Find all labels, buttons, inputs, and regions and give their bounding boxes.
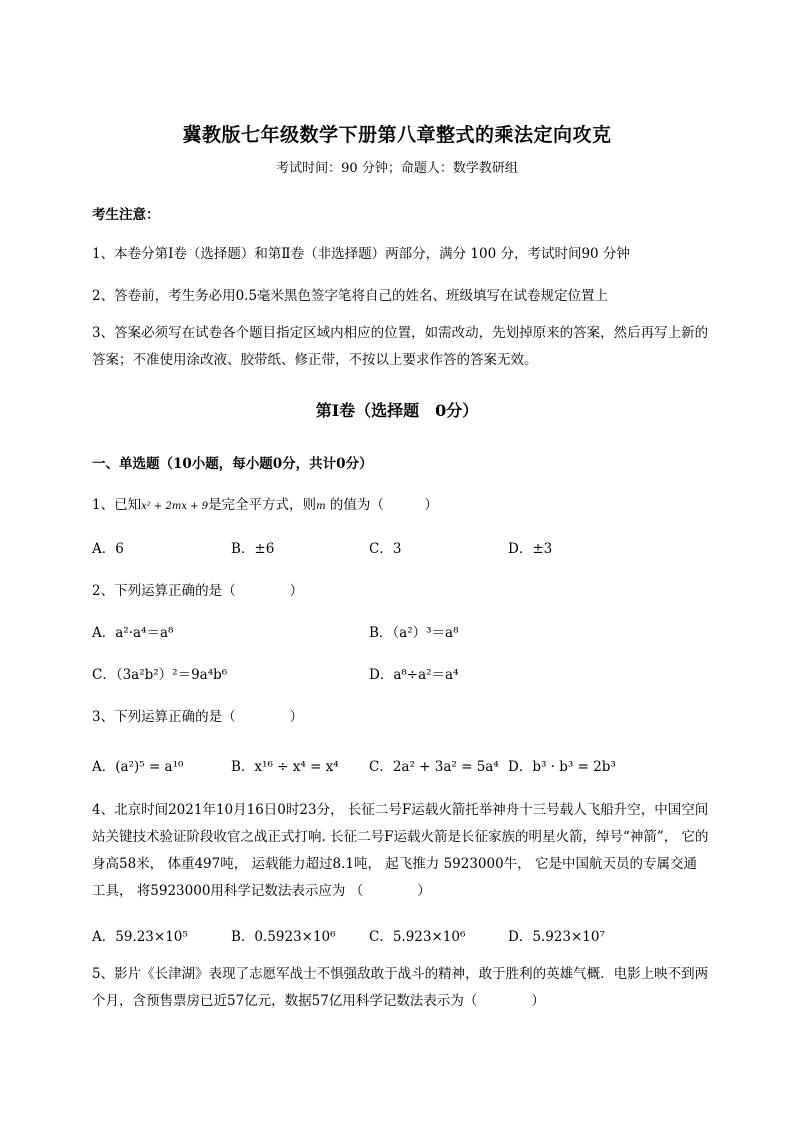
q1-suffix: 的值为（ ） <box>325 497 438 513</box>
q2-option-c[interactable]: C．（3a²b²）²＝9a⁴b⁶ <box>92 667 228 683</box>
q2-option-b[interactable]: B．（a²）³＝a⁸ <box>369 625 459 641</box>
note-item-1: 1、本卷分第Ⅰ卷（选择题）和第Ⅱ卷（非选择题）两部分，满分 100 分，考试时间90 分钟 <box>92 246 630 262</box>
exam-info: 考试时间：90 分钟；命题人：数学教研组 <box>276 161 518 176</box>
q1-mid: 是完全平方式，则 <box>208 497 317 513</box>
q1-option-d[interactable]: D．±3 <box>508 541 553 557</box>
q1-expression: x² + 2mx + 9 <box>141 501 209 512</box>
q1-variable: m <box>316 501 326 512</box>
q4-option-c[interactable]: C．5.923×10⁶ <box>369 929 466 945</box>
q1-option-a[interactable]: A．6 <box>92 541 124 557</box>
notes-heading: 考生注意： <box>92 207 160 223</box>
question-2: 2、下列运算正确的是（ ） <box>92 583 304 599</box>
section-title: 第Ⅰ卷（选择题 0分） <box>315 401 479 420</box>
q3-option-c[interactable]: C．2a² + 3a² = 5a⁴ <box>369 759 499 775</box>
q2-option-a[interactable]: A．a²·a⁴＝a⁸ <box>92 625 174 641</box>
q3-option-a[interactable]: A．(a²)⁵ = a¹⁰ <box>92 759 184 775</box>
note-item-2: 2、答卷前，考生务必用0.5毫米黑色签字笔将自己的姓名、班级填写在试卷规定位置上 <box>92 288 609 304</box>
part-heading: 一、单选题（10小题，每小题0分，共计0分） <box>92 456 373 472</box>
q2-option-d[interactable]: D．a⁸÷a²＝a⁴ <box>369 667 459 683</box>
q4-option-a[interactable]: A．59.23×10⁵ <box>92 929 188 945</box>
q1-prefix: 1、已知 <box>92 497 142 513</box>
q4-option-d[interactable]: D．5.923×10⁷ <box>508 929 605 945</box>
note-item-3: 3、答案必须写在试卷各个题目指定区域内相应的位置，如需改动，先划掉原来的答案，然后再写上新的答案；不准使用涂改液、胶带纸、修正带，不按以上要求作答的答案无效。 <box>92 325 709 368</box>
page-title: 冀教版七年级数学下册第八章整式的乘法定向攻克 <box>182 124 612 146</box>
q1-option-c[interactable]: C．3 <box>369 541 402 557</box>
question-3: 3、下列运算正确的是（ ） <box>92 709 304 725</box>
q4-option-b[interactable]: B．0.5923×10⁶ <box>231 929 336 945</box>
q3-option-b[interactable]: B．x¹⁶ ÷ x⁴ = x⁴ <box>231 759 339 775</box>
question-5: 5、影片《长津湖》表现了志愿军战士不惧强敌敢于战斗的精神，敢于胜利的英雄气概．电影上映不到两个月，含预售票房已近57亿元，数据57亿用科学记数法表示为（ ） <box>92 966 709 1009</box>
question-1 <box>92 493 438 513</box>
question-4: 4、北京时间2021年10月16日0时23分， 长征二号F运载火箭托举神舟十三号载人飞船升空，中国空间站关键技术验证阶段收官之战正式打响. 长征二号F运载火箭是长征家族的明星火箭，绰号“神箭”， 它的身高58米， 体重497吨， 运载能力超过8.1吨， 起飞推力 5923000牛， 它是中国航天员的专属交通工具， 将5923000用科学记数法表示应为 （ ） <box>92 802 709 899</box>
q3-option-d[interactable]: D．b³ · b³ = 2b³ <box>508 759 616 775</box>
q1-option-b[interactable]: B．±6 <box>231 541 275 557</box>
